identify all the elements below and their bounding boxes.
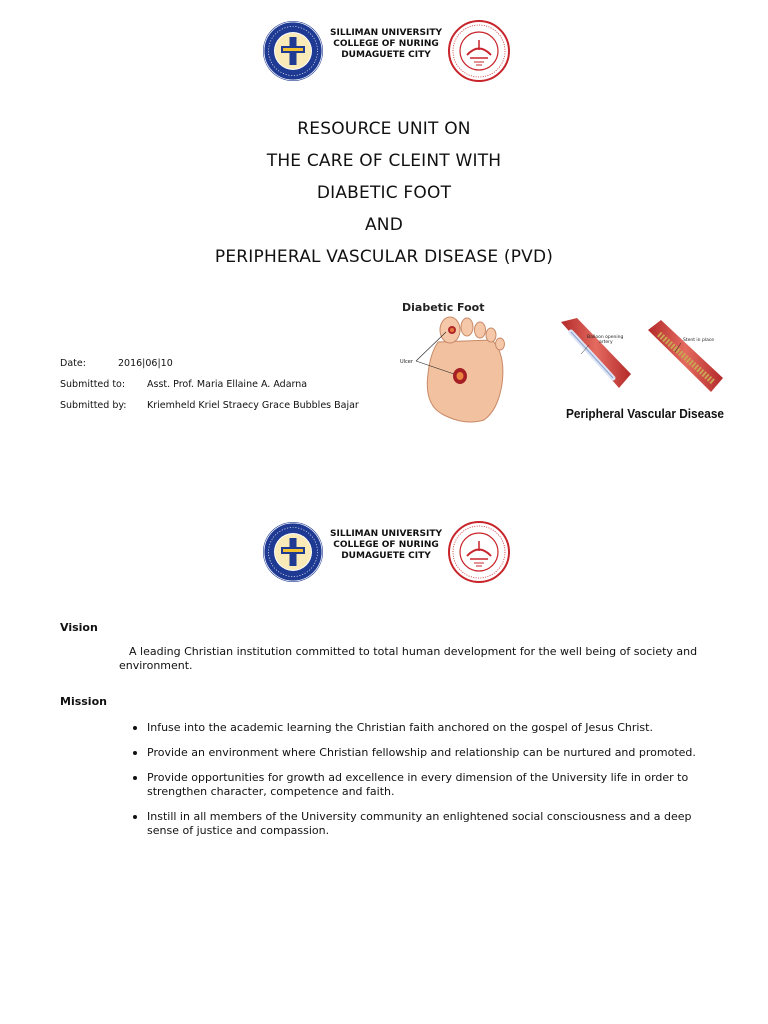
mission-item: Provide an environment where Christian fellowship and relationship can be nurtured and promoted.	[131, 746, 716, 760]
mission-item: Instill in all members of the University community an enlightened social consciousness and a deep sense of justice and compassion.	[131, 810, 716, 838]
letterhead-text	[324, 529, 448, 562]
document-title	[0, 113, 768, 273]
mission-item: Provide opportunities for growth ad excellence in every dimension of the University life in order to strengthen character, competence and faith.	[131, 771, 716, 799]
college-name: COLLEGE OF NURING	[333, 39, 439, 49]
title-line-2: THE CARE OF CLEINT WITH	[266, 151, 502, 171]
diabetic-foot-illustration	[394, 294, 514, 424]
stent-label: Stent in place	[683, 338, 715, 343]
silliman-university-seal-icon	[448, 20, 510, 82]
title-line-5: PERIPHERAL VASCULAR DISEASE (PVD)	[214, 247, 554, 267]
vision-text	[119, 645, 709, 673]
mission-list	[131, 721, 716, 849]
title-line-4: AND	[364, 215, 404, 235]
mission-heading: Mission	[60, 695, 107, 708]
submitted-to-label: Submitted to:	[60, 379, 126, 390]
submitted-by-value: Kriemheld Kriel Straecy Grace Bubbles Bajar	[147, 400, 359, 411]
letterhead-second	[262, 521, 514, 585]
balloon-label-line1: Balloon opening	[587, 335, 624, 340]
balloon-label-line2: artery	[599, 340, 613, 345]
ulcer-label: Ulcer	[400, 359, 413, 365]
city-name: DUMAGUETE CITY	[341, 50, 431, 60]
mission-item: Infuse into the academic learning the Christian faith anchored on the gospel of Jesus Christ.	[131, 721, 716, 735]
vision-statement: A leading Christian institution committed to total human development for the well being of society and environment.	[119, 645, 698, 672]
diabetic-foot-title: Diabetic Foot	[402, 301, 485, 314]
silliman-university-seal-icon	[448, 521, 510, 583]
letterhead-text	[324, 28, 448, 61]
peripheral-vascular-disease-illustration	[553, 316, 737, 424]
date-value: 2016|06|10	[118, 358, 173, 369]
title-line-1: RESOURCE UNIT ON	[297, 119, 471, 139]
city-name: DUMAGUETE CITY	[341, 551, 431, 561]
submitted-by-label: Submitted by:	[60, 400, 127, 411]
vision-heading: Vision	[60, 621, 98, 634]
college-of-nursing-seal-icon	[262, 521, 324, 583]
university-name: SILLIMAN UNIVERSITY	[330, 529, 442, 539]
title-line-3: DIABETIC FOOT	[316, 183, 452, 203]
university-name: SILLIMAN UNIVERSITY	[330, 28, 442, 38]
date-label: Date:	[60, 358, 86, 369]
submitted-to-value: Asst. Prof. Maria Ellaine A. Adarna	[147, 379, 308, 390]
college-name: COLLEGE OF NURING	[333, 540, 439, 550]
letterhead-top	[262, 20, 514, 84]
college-of-nursing-seal-icon	[262, 20, 324, 82]
pvd-caption: Peripheral Vascular Disease	[566, 407, 725, 421]
